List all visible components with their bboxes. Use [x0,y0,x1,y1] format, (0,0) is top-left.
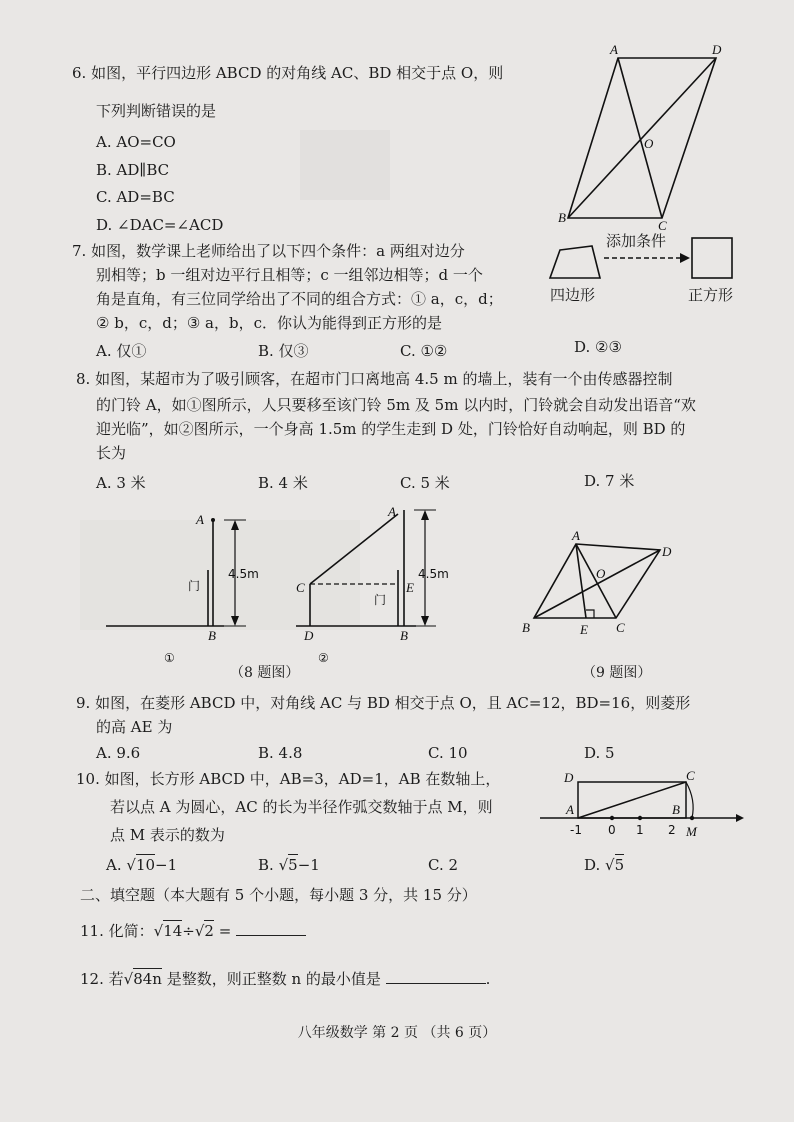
q10-numberline-figure [536,770,746,850]
q9-stem-1: 9. 如图，在菱形 ABCD 中，对角线 AC 与 BD 相交于点 O，且 AC=12，BD=16，则菱形 [76,694,691,712]
q10-stem-2: 若以点 A 为圆心，AC 的长为半径作弧交数轴于点 M，则 [110,798,493,816]
tick-neg1: -1 [570,823,582,837]
q9-option-b: B. 4.8 [258,744,303,762]
section-2-title: 二、填空题（本大题有 5 个小题，每小题 3 分，共 15 分） [80,886,477,904]
q8-stem-4: 长为 [96,444,127,462]
q10-option-c: C. 2 [428,856,459,874]
point-m: M [686,824,697,839]
q8-figure-caption: （8 题图） [230,665,300,681]
vertex-c: C [658,218,667,233]
q12-answer-blank[interactable] [386,983,486,984]
vertex-d: D [662,544,672,559]
point-o: O [644,136,654,151]
door-label-fig2: 门 [374,593,387,607]
tick-1: 1 [636,823,644,837]
vertex-d: D [564,770,574,785]
q10-stem-1: 10. 如图，长方形 ABCD 中，AB=3，AD=1，AB 在数轴上， [76,770,501,788]
tick-0: 0 [608,823,616,837]
q7-quadrilateral-to-square-figure [542,228,752,313]
vertex-c: C [686,770,695,783]
q7-option-a: A. 仅① [96,342,147,360]
q7-stem-1: 7. 如图，数学课上老师给出了以下四个条件：a 两组对边分 [72,242,465,260]
q9-option-d: D. 5 [584,744,615,762]
door-label-fig1: 门 [188,579,201,593]
q8-option-b: B. 4 米 [258,474,308,492]
q10-stem-3: 点 M 表示的数为 [110,826,225,844]
height-label-fig2: 4.5m [418,567,449,581]
q9-rhombus-figure [516,530,696,640]
point-b-fig2: B [400,628,408,643]
q6-stem-2: 下列判断错误的是 [96,102,217,120]
q6-stem-1: 6. 如图，平行四边形 ABCD 的对角线 AC、BD 相交于点 O，则 [72,64,504,82]
vertex-a: A [572,530,580,543]
q11-stem: 11. 化简：√14÷√2 = [80,922,306,940]
vertex-b: B [522,620,530,635]
q9-option-c: C. 10 [428,744,468,762]
point-b-fig1: B [208,628,216,643]
q10-option-a: A. √10−1 [106,856,178,874]
q10-option-d: D. √5 [584,856,625,874]
q8-stem-1: 8. 如图，某超市为了吸引顾客，在超市门口离地高 4.5 m 的墙上，装有一个由传感器控制 [76,370,673,388]
q8-stem-3: 迎光临”，如②图所示，一个身高 1.5m 的学生走到 D 处，门铃恰好自动响起，则 BD 的 [96,420,686,438]
scan-shadow [300,130,390,200]
vertex-a: A [610,42,618,57]
point-a-fig2: A [388,504,396,519]
point-d-fig2: D [304,628,314,643]
point-e-fig2: E [406,580,414,595]
page-footer: 八年级数学 第 2 页 （共 6 页） [297,1025,497,1041]
vertex-a: A [566,802,574,817]
q7-stem-4: ② b，c，d；③ a，b，c．你认为能得到正方形的是 [96,314,442,332]
q8-figure [96,500,456,670]
q12-stem: 12. 若√84n 是整数，则正整数 n 的最小值是 . [80,970,491,988]
point-c-fig2: C [296,580,305,595]
q6-option-b: B. AD∥BC [96,161,170,179]
q9-option-a: A. 9.6 [96,744,141,762]
fig1-number: ① [164,651,175,665]
add-condition-label: 添加条件 [606,232,667,250]
q11-answer-blank[interactable] [236,935,306,936]
q6-option-d: D. ∠DAC=∠ACD [96,216,224,234]
tick-2: 2 [668,823,676,837]
q8-option-c: C. 5 米 [400,474,450,492]
q6-parallelogram-figure [540,40,740,235]
point-e: E [580,622,588,637]
q6-option-c: C. AD=BC [96,188,175,206]
point-o: O [596,566,606,581]
vertex-d: D [712,42,722,57]
vertex-c: C [616,620,625,635]
q10-option-b: B. √5−1 [258,856,320,874]
square-label: 正方形 [688,286,734,304]
point-a-fig1: A [196,512,204,527]
q8-stem-2: 的门铃 A，如①图所示，人只要移至该门铃 5m 及 5m 以内时，门铃就会自动发出语音“欢 [96,396,696,414]
q7-option-c: C. ①② [400,342,448,360]
vertex-b: B [672,802,680,817]
q7-option-d: D. ②③ [574,338,622,356]
fig2-number: ② [318,651,329,665]
q6-option-a: A. AO=CO [96,133,176,151]
vertex-b: B [558,210,566,225]
q8-option-a: A. 3 米 [96,474,146,492]
height-label-fig1: 4.5m [228,567,259,581]
q7-option-b: B. 仅③ [258,342,309,360]
q7-stem-3: 角是直角，有三位同学给出了不同的组合方式：① a，c，d； [96,290,503,308]
quadrilateral-label: 四边形 [550,286,596,304]
q7-stem-2: 别相等；b 一组对边平行且相等；c 一组邻边相等；d 一个 [96,266,483,284]
q8-option-d: D. 7 米 [584,472,635,490]
q9-figure-caption: （9 题图） [582,665,652,681]
q9-stem-2: 的高 AE 为 [96,718,173,736]
